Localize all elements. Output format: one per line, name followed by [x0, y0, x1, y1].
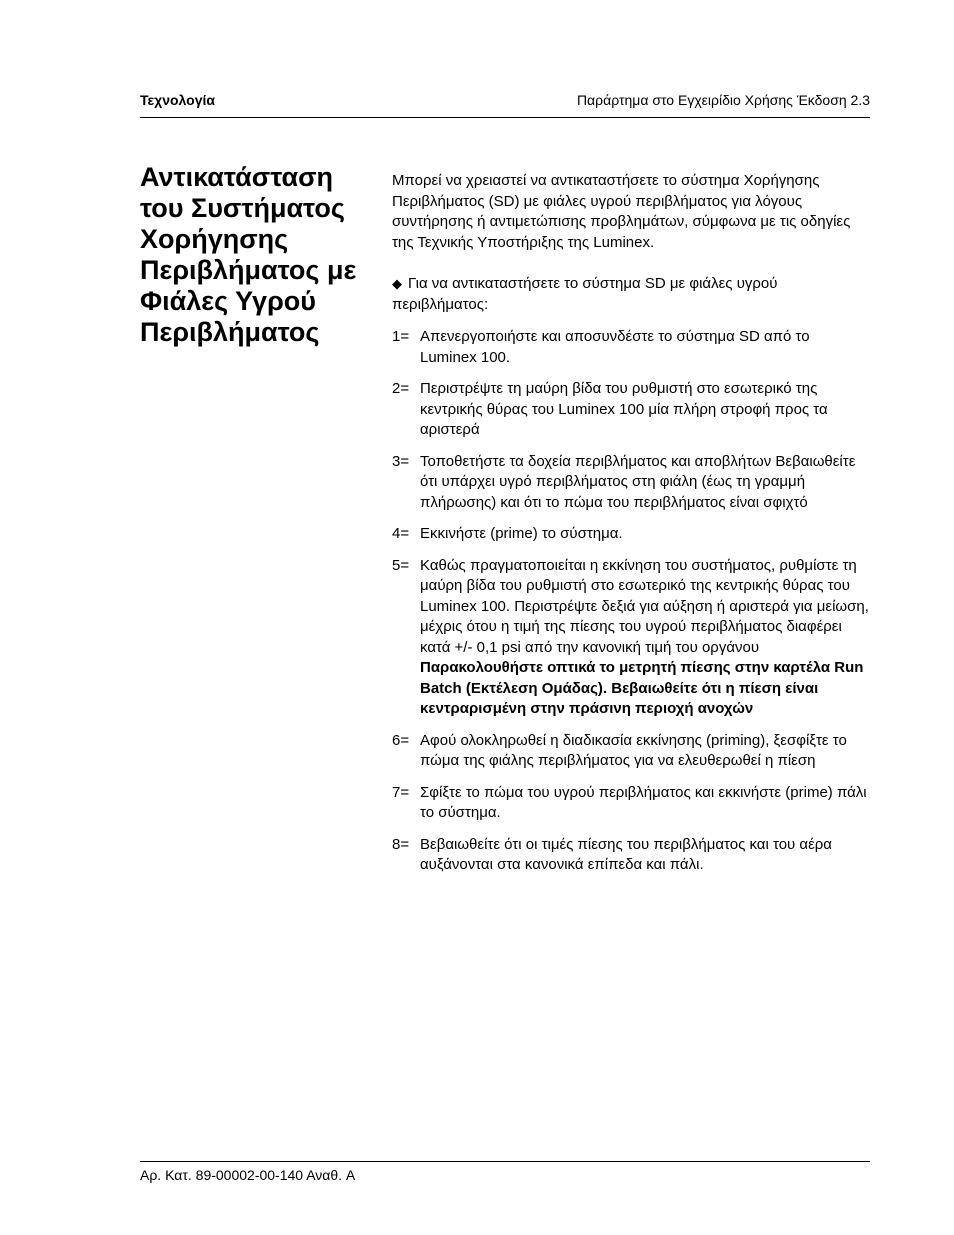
procedure-heading [392, 274, 870, 315]
step-text: Περιστρέψτε τη μαύρη βίδα του ρυθμιστή στο εσωτερικό της κεντρικής θύρας του Luminex 100 μία πλήρη στροφή προς τα αριστερά [420, 380, 828, 438]
step-number: 6= [392, 731, 410, 749]
intro-paragraph: Μπορεί να χρειαστεί να αντικαταστήσετε το σύστημα Χορήγησης Περιβλήματος (SD) με φιάλες υγρού περιβλήματος για λόγους συντήρησης ή αντιμετώπισης προβλημάτων, σύμφωνα με τις οδηγίες της Τεχνικής Υποστήριξης της Luminex. [392, 172, 851, 251]
header-manual-title: Παράρτημα στο Εγχειρίδιο Χρήσης Έκδοση 2.3 [576, 92, 870, 108]
step-number: 8= [392, 835, 410, 853]
step-bold-note: Παρακολουθήστε οπτικά το μετρητή πίεσης στην καρτέλα Run Batch (Εκτέλεση Ομάδας). Βεβαιωθείτε ότι η πίεση είναι κεντραρισμένη στην πράσινη περιοχή ανοχών [420, 659, 864, 717]
step-text: Εκκινήστε (prime) το σύστημα. [420, 525, 623, 542]
step-text: Απενεργοποιήστε και αποσυνδέστε το σύστημα SD από το Luminex 100. [420, 328, 810, 366]
step-item [392, 379, 870, 441]
footer-catalog-number: Αρ. Κατ. 89-00002-00-140 Αναθ. A [140, 1167, 356, 1183]
step-item [392, 731, 870, 772]
header-section-name: Τεχνολογία [140, 92, 216, 108]
step-text: Αφού ολοκληρωθεί η διαδικασία εκκίνησης (priming), ξεσφίξτε το πώμα της φιάλης περιβλήματος για να ελευθερωθεί η πίεση [420, 731, 847, 769]
step-item [392, 452, 870, 514]
step-text: Τοποθετήστε τα δοχεία περιβλήματος και αποβλήτων Βεβαιωθείτε ότι υπάρχει υγρό περιβλήματος στη φιάλη (έως τη γραμμή πλήρωσης) και ότι το πώμα του περιβλήματος είναι σφιχτό [420, 452, 856, 511]
step-text: Βεβαιωθείτε ότι οι τιμές πίεσης του περιβλήματος και του αέρα αυξάνονται στα κανονικά επίπεδα και πάλι. [420, 835, 832, 873]
page-header [140, 92, 870, 118]
step-number: 1= [392, 328, 410, 345]
step-item [392, 524, 870, 545]
page-footer [140, 1161, 870, 1183]
step-item [392, 783, 870, 824]
step-item [392, 835, 870, 876]
section-title: Αντικατάσταση του Συστήματος Χορήγησης Περιβλήματος με Φιάλες Υγρού Περιβλήματος [140, 162, 357, 347]
step-item [392, 327, 870, 368]
step-number: 7= [392, 783, 410, 801]
procedure-steps [392, 327, 870, 876]
diamond-bullet-icon: ◆ [392, 276, 402, 291]
step-item [392, 556, 870, 720]
section-body [392, 171, 870, 887]
step-number: 5= [392, 556, 410, 574]
step-number: 2= [392, 380, 410, 397]
step-number: 3= [392, 452, 410, 470]
procedure-heading-text: Για να αντικαταστήσετε το σύστημα SD με φιάλες υγρού περιβλήματος: [392, 275, 778, 313]
step-text: Σφίξτε το πώμα του υγρού περιβλήματος και εκκινήστε (prime) πάλι το σύστημα. [420, 783, 867, 821]
step-text: Καθώς πραγματοποιείται η εκκίνηση του συστήματος, ρυθμίστε τη μαύρη βίδα του ρυθμιστή στο εσωτερικό της κεντρικής θύρας του Luminex 100. Περιστρέψτε δεξιά για αύξηση ή αριστερά για μείωση, μέχρις ότου η τιμή της πίεσης του υγρού περιβλήματος διαφέρει κατά +/- 0,1 psi από την κανονική τιμή του οργάνου [420, 556, 869, 656]
step-number: 4= [392, 525, 410, 542]
